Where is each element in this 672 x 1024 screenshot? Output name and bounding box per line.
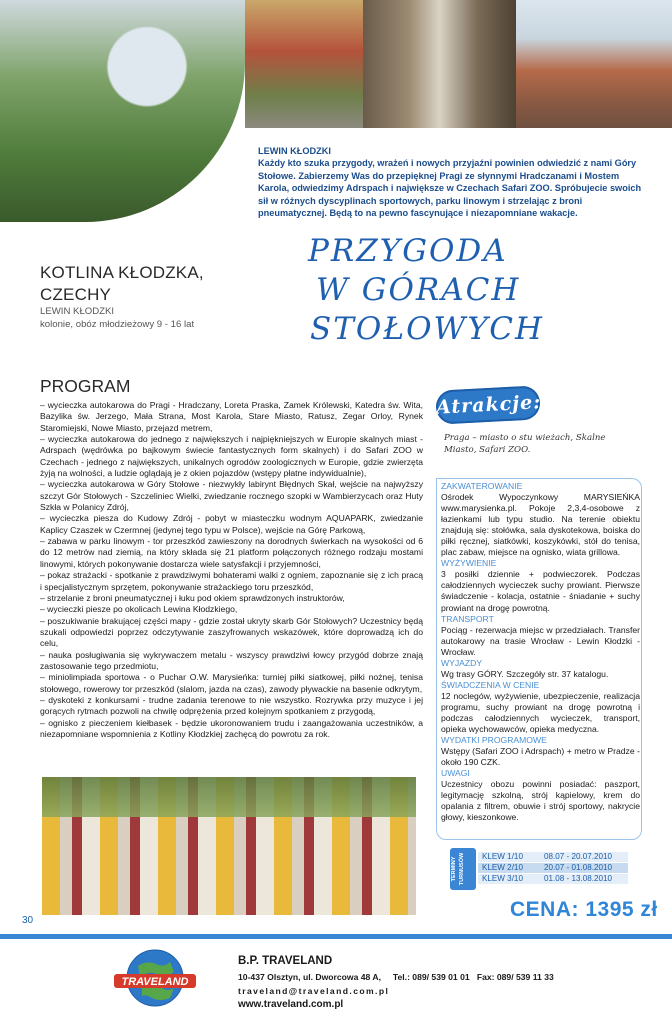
info-section-heading: TRANSPORT <box>441 613 494 624</box>
program-item: – wycieczka autokarowa w Góry Stołowe - niezwykły labirynt Błędnych Skał, wejście na najwyższy szczyt Gór Stołowych - Szczeliniec Wielki, zwiedzanie rocznego szopki w Wambierzycach oraz Huty Szkła w Polanicy Zdrój, <box>40 479 423 513</box>
intro-text: Każdy kto szuka przygody, wrażeń i nowych przyjaźni powinien odwiedzić z nami Góry Stołowe. Zabierzemy Was do przepięknej Pragi ze słynnymi Hradczanami i Mostem Karola, odwiedzimy Adrspach i największe w Czechach Safari ZOO. Spróbujecie swoich sił w różnych dyscyplinach sportowych, parku linowym i strzelając z broni pneumatycznej. Będą to na pewno fascynujące i niezapomniane wakacje. <box>258 158 642 219</box>
program-item: – wycieczki piesze po okolicach Lewina Kłodzkiego, <box>40 604 238 615</box>
term-dates: 08.07 - 20.07.2010 <box>544 852 628 862</box>
category-type: kolonie, obóz młodzieżowy 9 - 16 lat <box>40 319 195 330</box>
info-section-heading: ZAKWATEROWANIE <box>441 481 523 491</box>
attractions-badge: Atrakcje: <box>435 385 541 424</box>
terms-row <box>478 863 628 873</box>
terms-label-box <box>450 848 476 890</box>
headline-line: STOŁOWYCH <box>310 311 545 347</box>
street-photo <box>245 0 363 128</box>
terms-table <box>478 852 628 885</box>
terms-label: TERMINY TURNUSÓW <box>451 852 465 886</box>
program-item: – miniolimpiada sportowa - o Puchar O.W. Marysieńka: turniej piłki siatkowej, piłki nożnej, tenisa stołowego, rowerowy tor przeszkód (slalom, jazda na czas), zawody pływackie na basenie odkrytym, <box>40 672 423 694</box>
headline-line: W GÓRACH <box>316 272 521 308</box>
info-section-heading: WYJAZDY <box>441 657 483 668</box>
company-name: B.P. TRAVELAND <box>238 955 333 967</box>
company-website[interactable]: www.traveland.com.pl <box>238 999 344 1010</box>
program-item: – ognisko z pieczeniem kiełbasek - będzie ukoronowaniem trudu i zaangażowania uczestników, a niezapomniane wspomnienia z Kotliny Kłodzkiej zachęcą do powrotu za rok. <box>40 717 423 739</box>
info-box <box>441 481 640 823</box>
company-email[interactable]: traveland@traveland.com.pl <box>238 986 390 996</box>
info-section-text: 3 posiłki dziennie + podwieczorek. Podczas całodziennych wycieczek suchy prowiant. Pierwsze świadczenie - kolacja, ostatnie - śniadanie + suchy prowiant na drogę powrotną. <box>441 569 640 613</box>
term-name: KLEW 3/10 <box>478 874 544 884</box>
logo-text: TRAVELAND <box>121 976 189 988</box>
category-title-line: KOTLINA KŁODZKA, <box>40 263 204 282</box>
program-item: – dyskoteki z konkursami - trudne zadania terenowe to nie wszystko. Rozrywka przy muzyce i jej gorących rytmach pozwoli na chwilę odprężenia przed kolejnym spotkaniem z przygodą, <box>40 694 423 717</box>
info-section-heading: UWAGI <box>441 768 470 779</box>
category-subtitle <box>40 305 194 331</box>
info-section-heading: WYŻYWIENIE <box>441 558 497 569</box>
intro-block <box>258 145 650 219</box>
info-section-text: 12 noclegów, wyżywienie, ubezpieczenie, realizacja programu, suchy prowiant na drogę powrotną i podczas całodziennych wycieczek, transport, opieka wychowawców, opieka medyczna. <box>441 690 640 735</box>
headline-line: PRZYGODA <box>308 233 508 269</box>
company-address: 10-437 Olsztyn, ul. Dworcowa 48 A, Tel.: 089/ 539 01 01 Fax: 089/ 539 11 33 <box>238 972 554 982</box>
category-title-line: CZECHY <box>40 285 112 304</box>
term-name: KLEW 2/10 <box>478 863 544 873</box>
terms-row <box>478 852 628 862</box>
category-place: LEWIN KŁODZKI <box>40 306 115 317</box>
hikers-photo <box>0 0 245 222</box>
attractions-text: Praga – miasto o stu wieżach, Skalne Miasto, Safari ZOO. <box>444 433 606 455</box>
page-number: 30 <box>22 915 34 926</box>
footer-divider <box>0 934 672 939</box>
city-photo <box>516 0 672 128</box>
program-item: – poszukiwanie brakującej części mapy - gdzie został ukryty skarb Gór Stołowych? Uczestnicy będą szukali odpowiedzi poprzez odczytywanie zaszyfrowanych wskazówek, które doprowadzą ich do celu, <box>40 615 423 649</box>
info-section-text: Wstępy (Safari ZOO i Adrspach) + metro w Pradze - około 190 CZK. <box>441 746 640 768</box>
program-heading: PROGRAM <box>40 376 131 396</box>
info-section-text: Uczestnicy obozu powinni posiadać: paszport, legitymację szkolną, strój kąpielowy, krem do opalania z filtrem, obuwie i strój sportowy, nakrycie głowy, kieszonkowe. <box>441 779 640 823</box>
program-item: – wycieczka autokarowa do jednego z największych i najpiękniejszych w Europie skalnych miast - Adrspach (wędrówka po bajkowym świecie fantastycznych form skalnych) i do Safari ZOO w Czechach - jednego z największych, unikalnych ogrodów zoologicznych w Europie, gdzie zwierzęta żyją na wolności, a ludzie oglądają je z okien pojazdów (wstępy płatne indywidualnie), <box>40 434 423 479</box>
info-section-heading: WYDATKI PROGRAMOWE <box>441 735 547 746</box>
program-item: – wycieczka autokarowa do Pragi - Hradczany, Loreta Praska, Zamek Królewski, Katedra św. Wita, Bazylika św. Jerzego, Mała Strana, Most Karola, Stare Miasto, Ratusz, Zegar Orloy, Rynek Staromiejski, Nowe Miasto, przejazd metrem, <box>40 400 423 433</box>
category-title <box>40 262 204 306</box>
info-section-text: Ośrodek Wypoczynkowy MARYSIEŃKA www.marysienka.pl. Pokoje 2,3,4-osobowe z łazienkami lub typu studio. Na terenie obiektu znajdują się: stołówka, sala dyskotekowa, boiska do piłki ręcznej, siatkówki, koszykówki, stół do tenisa, plac zabaw, miejsce na ognisko, wiata grillowa. <box>441 492 640 558</box>
group-photo <box>42 777 416 915</box>
program-item: – strzelanie z broni pneumatycznej i łuku pod okiem sprawdzonych instruktorów, <box>40 592 345 603</box>
term-dates: 20.07 - 01.08.2010 <box>544 863 628 873</box>
info-section-text: Pociąg - rezerwacja miejsc w przedziałach. Transfer autokarowy na trasie Wrocław - Lewin Kłodzki - Wrocław. <box>441 624 640 657</box>
term-dates: 01.08 - 13.08.2010 <box>544 874 628 884</box>
traveland-logo <box>112 948 198 1012</box>
rock-photo <box>363 0 516 128</box>
program-item: – zabawa w parku linowym - tor przeszkód zawieszony na dorodnych świerkach na wysokości od 6 do 12 metrów nad ziemią, na który składa się 21 platform połączonych różnego rodzaju mostami linowymi, których pokonywanie dostarcza wiele satysfakcji i przyjemności, <box>40 536 423 569</box>
intro-title: LEWIN KŁODZKI <box>258 146 331 156</box>
term-name: KLEW 1/10 <box>478 852 544 862</box>
headline <box>308 232 568 349</box>
info-section-text: Wg trasy GÓRY. Szczegóły str. 37 katalogu. <box>441 668 609 679</box>
program-item: – nauka posługiwania się wykrywaczem metalu - wszyscy prawdziwi łowcy przygód dobrze znają zastosowanie tego przedmiotu, <box>40 649 423 671</box>
price: CENA: 1395 zł <box>510 898 658 921</box>
program-list <box>40 400 423 740</box>
program-item: – pokaz strażacki - spotkanie z prawdziwymi bohaterami walki z ogniem, zapoznanie się z ich pracą i specjalistycznym sprzętem, pokonywanie strażackiego toru przeszkód, <box>40 570 423 592</box>
terms-row <box>478 874 628 884</box>
program-item: – wycieczka piesza do Kudowy Zdrój - pobyt w miasteczku wodnym AQUAPARK, zwiedzanie Kaplicy Czaszek w Czermnej (jedynej tego typu w Polsce), wejście na Górę Parkową, <box>40 513 423 535</box>
info-section-heading: ŚWIADCZENIA W CENIE <box>441 679 540 690</box>
